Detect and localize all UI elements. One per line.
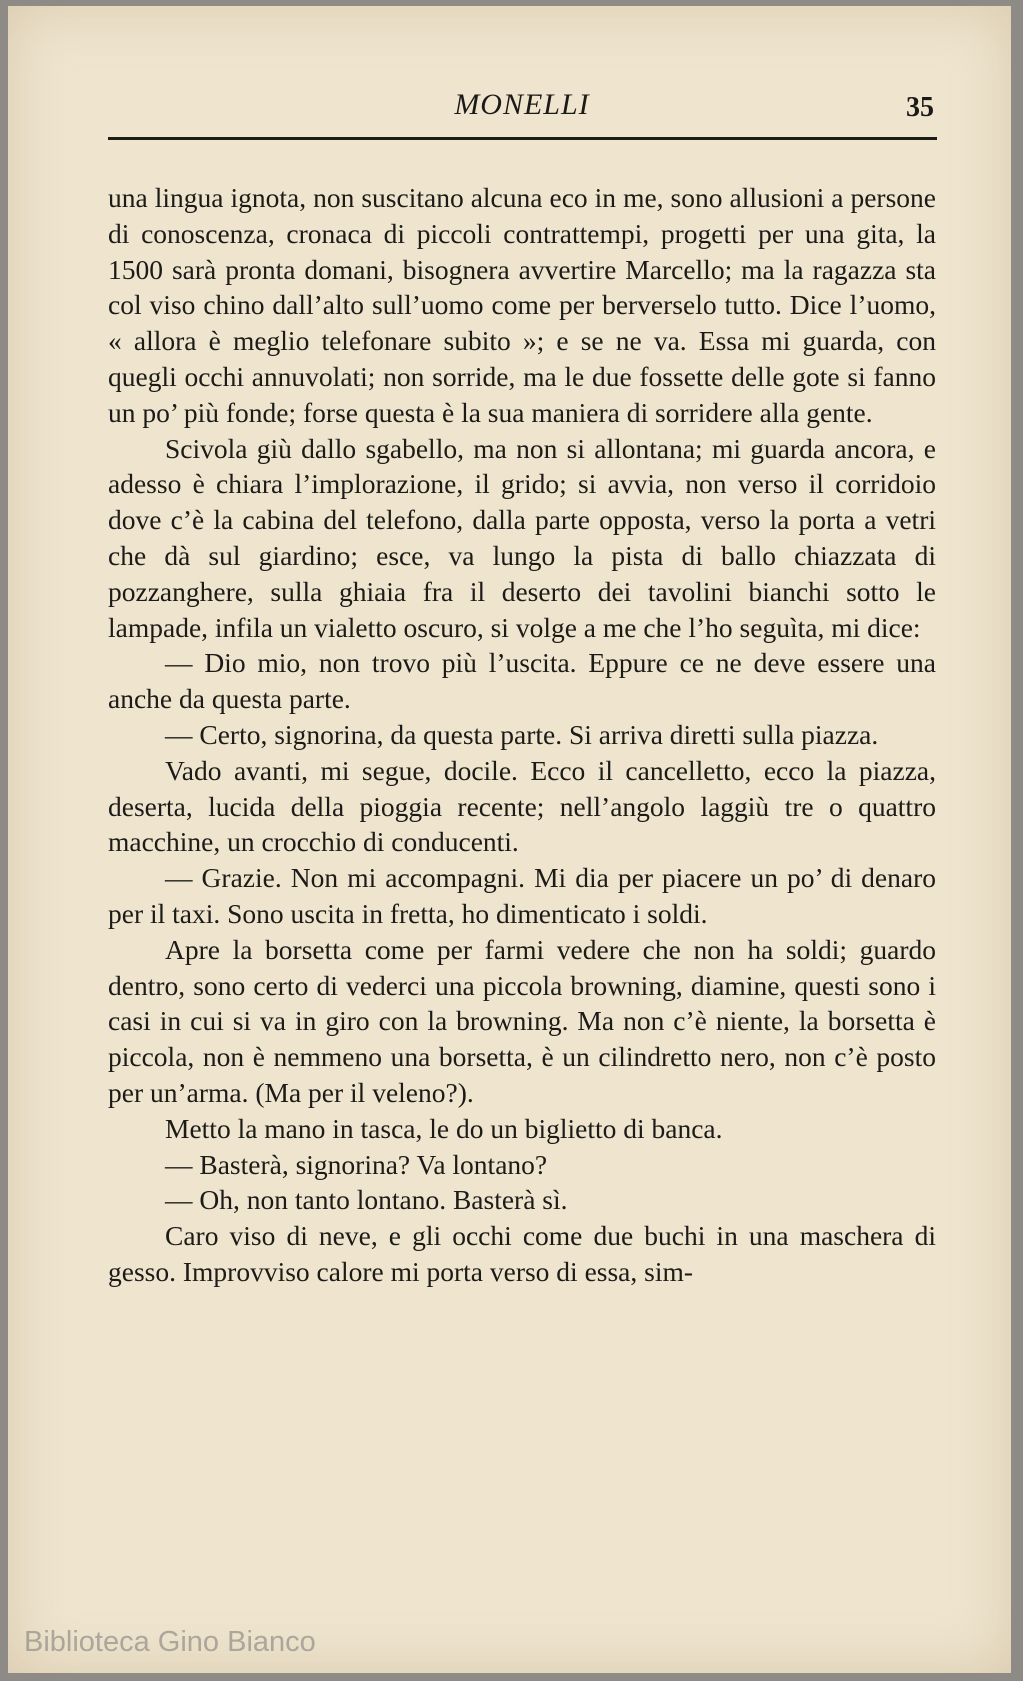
paragraph: Metto la mano in tasca, le do un biglietto di banca. <box>165 1112 723 1144</box>
paragraph: Apre la borsetta come per farmi vedere che non ha soldi; guardo dentro, sono certo di vederci una piccola browning, diamine, questi sono i casi in cui si va in giro con la browning. Ma non c’è niente, la borsetta è piccola, non è nemmeno una borsetta, è un cilindretto nero, non c’è posto per un’arma. (Ma per il veleno?). <box>108 933 936 1108</box>
paragraph: — Grazie. Non mi accompagni. Mi dia per piacere un po’ di denaro per il taxi. Sono uscita in fretta, ho dimenticato i soldi. <box>108 862 936 929</box>
paragraph: — Certo, signorina, da questa parte. Si arriva diretti sulla piazza. <box>165 718 879 750</box>
running-head <box>108 88 936 130</box>
body-text <box>108 180 936 1290</box>
header-rule <box>108 137 937 140</box>
paragraph: — Basterà, signorina? Va lontano? <box>165 1148 548 1180</box>
paragraph: — Oh, non tanto lontano. Basterà sì. <box>165 1184 568 1216</box>
page-number: 35 <box>906 92 934 123</box>
book-page <box>8 6 1011 1673</box>
running-title: MONELLI <box>454 88 590 121</box>
paragraph: Scivola giù dallo sgabello, ma non si allontana; mi guarda ancora, e adesso è chiara l’implorazione, il grido; si avvia, non verso il corridoio dove c’è la cabina del telefono, dalla parte opposta, verso la porta a vetri che dà sul giardino; esce, va lungo la pista di ballo chiazzata di pozzanghere, sulla ghiaia fra il deserto dei tavolini bianchi sotto le lampade, infila un vialetto oscuro, si volge a me che l’ho seguìta, mi dice: <box>108 432 936 643</box>
library-watermark: Biblioteca Gino Bianco <box>24 1626 316 1658</box>
paragraph: una lingua ignota, non suscitano alcuna eco in me, sono allusioni a persone di conoscenza, cronaca di piccoli contrattempi, progetti per una gita, la 1500 sarà pronta domani, bisognera avvertire Marcello; ma la ragazza sta col viso chino dall’alto sull’uomo come per berverselo tutto. Dice l’uomo, « allora è meglio telefonare subito »; e se ne va. Essa mi guarda, con quegli occhi annuvolati; non sorride, ma le due fossette delle gote si fanno un po’ più fonde; forse questa è la sua maniera di sorridere alla gente. <box>108 182 936 428</box>
paragraph: Caro viso di neve, e gli occhi come due buchi in una maschera di gesso. Improvviso calore mi porta verso di essa, sim- <box>108 1220 936 1287</box>
paragraph: Vado avanti, mi segue, docile. Ecco il cancelletto, ecco la piazza, deserta, lucida della pioggia recente; nell’angolo laggiù tre o quattro macchine, un crocchio di conducenti. <box>108 754 936 858</box>
paragraph: — Dio mio, non trovo più l’uscita. Eppure ce ne deve essere una anche da questa parte. <box>108 647 936 715</box>
